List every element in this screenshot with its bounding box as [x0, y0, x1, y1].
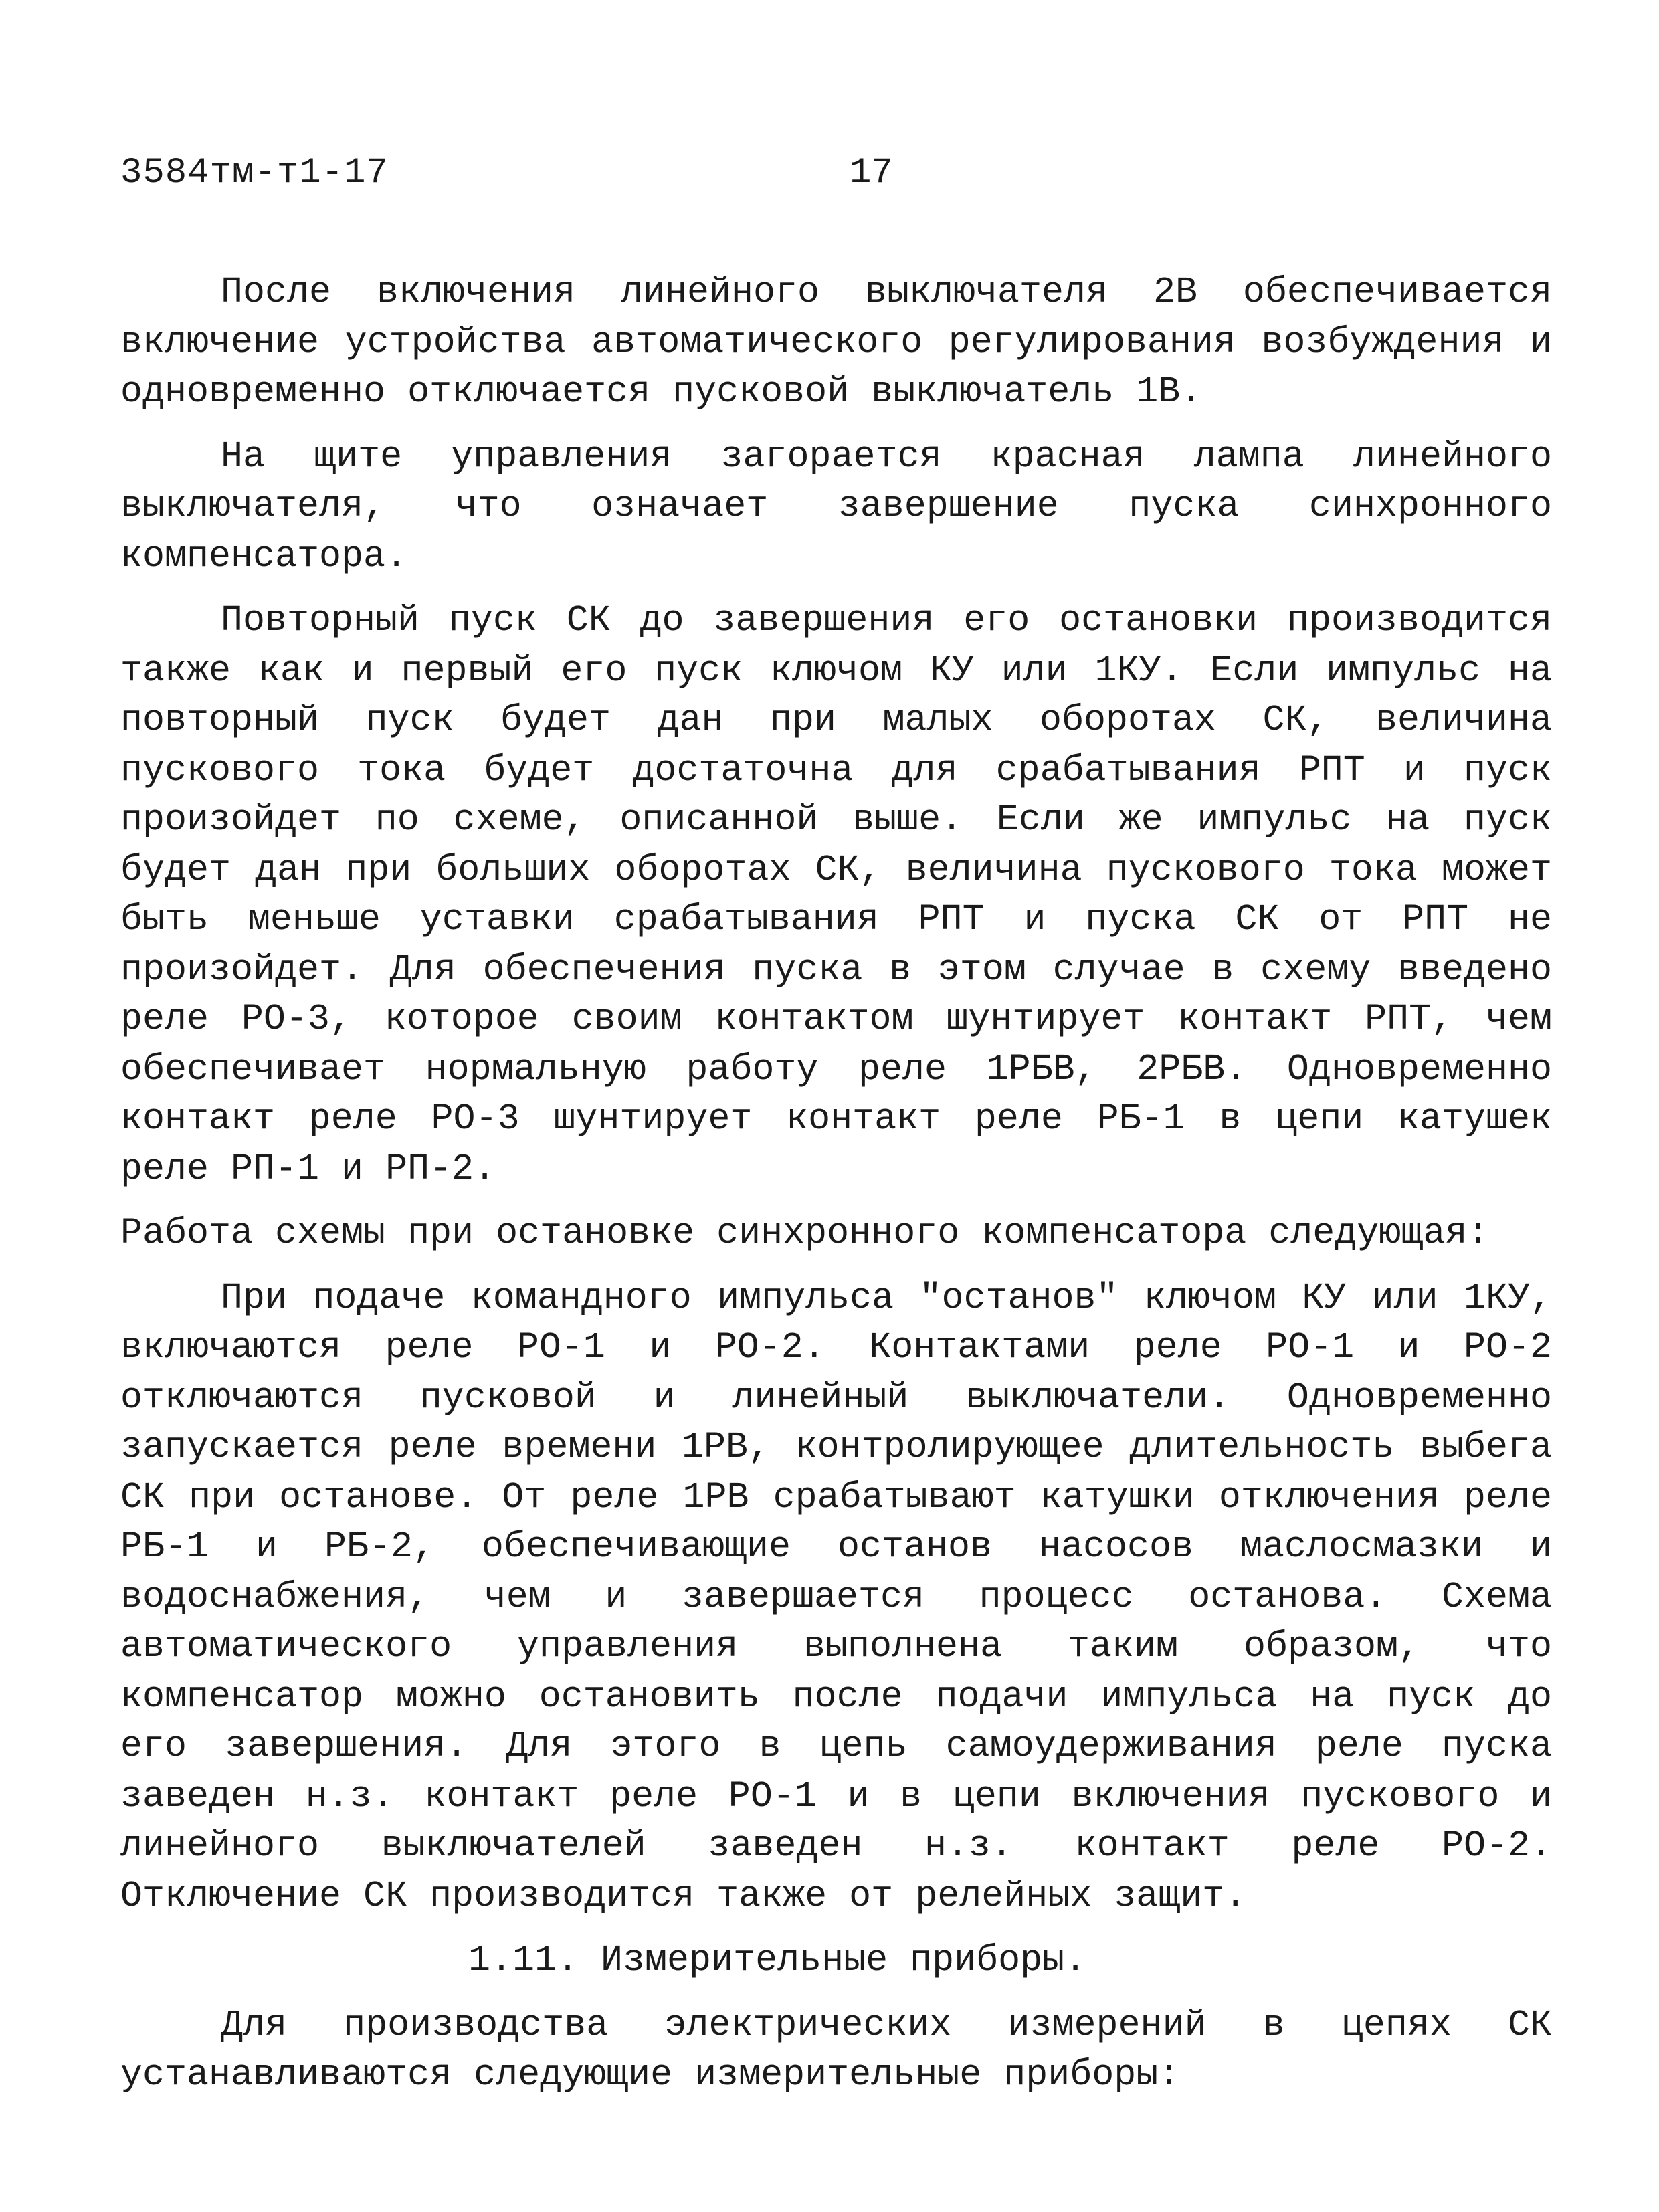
section-heading: 1.11. Измерительные приборы.	[468, 1939, 1087, 1981]
paragraph-line-switch-on: После включения линейного выключателя 2В обеспечивается включение устройства автоматического регулирования возбуждения и одновременно отключается пусковой выключатель 1В.	[120, 271, 1552, 413]
paragraph-red-lamp: На щите управления загорается красная лампа линейного выключателя, что означает завершение пуска синхронного компенсатора.	[120, 435, 1552, 577]
paragraph-repeated-start: Повторный пуск СК до завершения его остановки производится также как и первый его пуск ключом КУ или 1КУ. Если импульс на повторный пуск будет дан при малых оборотах СК, величина пускового тока будет достаточна для срабатывания РПТ и пуск произойдет по схеме, описанной выше. Если же импульс на пуск будет дан при больших оборотах СК, величина пускового тока может быть меньше уставки срабатывания РПТ и пуска СК от РПТ не произойдет. Для обеспечения пуска в этом случае в схему введено реле РО-3, которое своим контактом шунтирует контакт РПТ, чем обеспечивает нормальную работу реле 1РБВ, 2РБВ. Одновременно контакт реле РО-3 шунтирует контакт реле РБ-1 в цепи катушек реле РП-1 и РП-2.	[120, 599, 1552, 1190]
paragraph-stop-intro: Работа схемы при остановке синхронного компенсатора следующая:	[120, 1212, 1490, 1254]
paragraph-stop-procedure: При подаче командного импульса "останов" ключом КУ или 1КУ, включаются реле РО-1 и РО-2. Контактами реле РО-1 и РО-2 отключаются пусковой и линейный выключатели. Одновременно запускается реле времени 1РВ, контролирующее длительность выбега СК при останове. От реле 1РВ срабатывают катушки отключения реле РБ-1 и РБ-2, обеспечивающие останов насосов маслосмазки и водоснабжения, чем и завершается процесс останова. Схема автоматического управления выполнена таким образом, что компенсатор можно остановить после подачи импульса на пуск до его завершения. Для этого в цепь самоудерживания реле пуска заведен н.з. контакт реле РО-1 и в цепи включения пускового и линейного выключателей заведен н.з. контакт реле РО-2. Отключение СК производится также от релейных защит.	[120, 1276, 1552, 1917]
document-code: 3584тм-т1-17	[120, 153, 389, 193]
page-number: 17	[850, 153, 893, 193]
paragraph-instruments: Для производства электрических измерений в цепях СК устанавливаются следующие измерительные приборы:	[120, 2003, 1552, 2096]
body-text	[120, 268, 1552, 2115]
